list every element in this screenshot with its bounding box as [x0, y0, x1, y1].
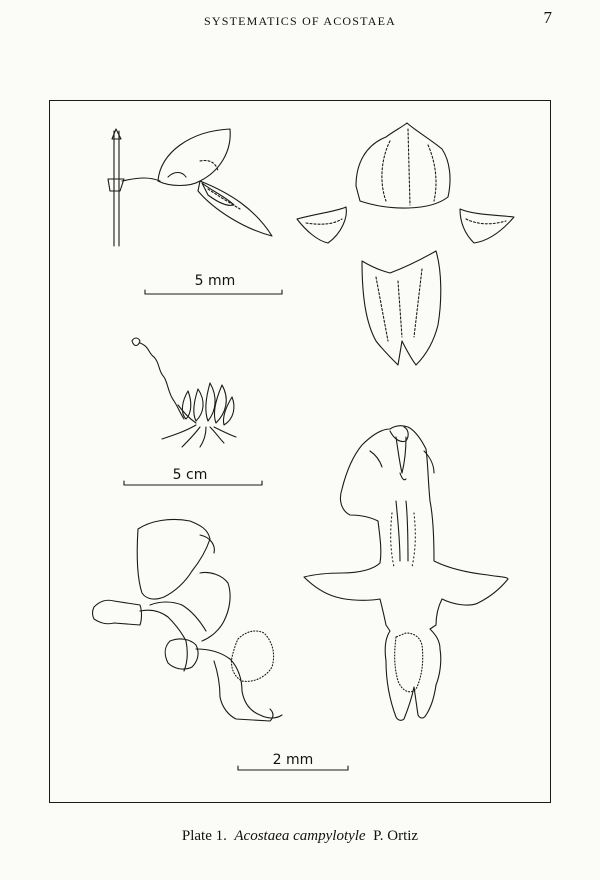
petals-drawing [297, 207, 514, 243]
synsepal-drawing [362, 251, 441, 365]
scale-bar-2mm [238, 752, 348, 770]
species-author: P. Ortiz [373, 828, 419, 844]
flower-side-view-drawing [108, 129, 272, 246]
plate-frame [49, 100, 551, 803]
scale-label-5mm: 5 mm [194, 273, 236, 289]
dorsal-sepal-drawing [356, 123, 450, 208]
species-name: Acostaea campylotyle [234, 828, 366, 844]
scale-label-2mm: 2 mm [272, 752, 314, 768]
page-number: 7 [543, 8, 552, 27]
whole-plant-drawing [132, 338, 236, 447]
plate-label: Plate 1. [181, 828, 227, 844]
plate-caption [0, 828, 600, 845]
lip-and-column-drawing [304, 426, 508, 721]
scale-bar-5cm [124, 467, 262, 485]
plate-illustration [50, 101, 552, 804]
running-head: SYSTEMATICS OF ACOSTAEA [203, 14, 396, 28]
scale-bar-5mm [145, 273, 282, 294]
column-side-view-drawing [93, 519, 283, 721]
scale-label-5cm: 5 cm [172, 467, 208, 483]
